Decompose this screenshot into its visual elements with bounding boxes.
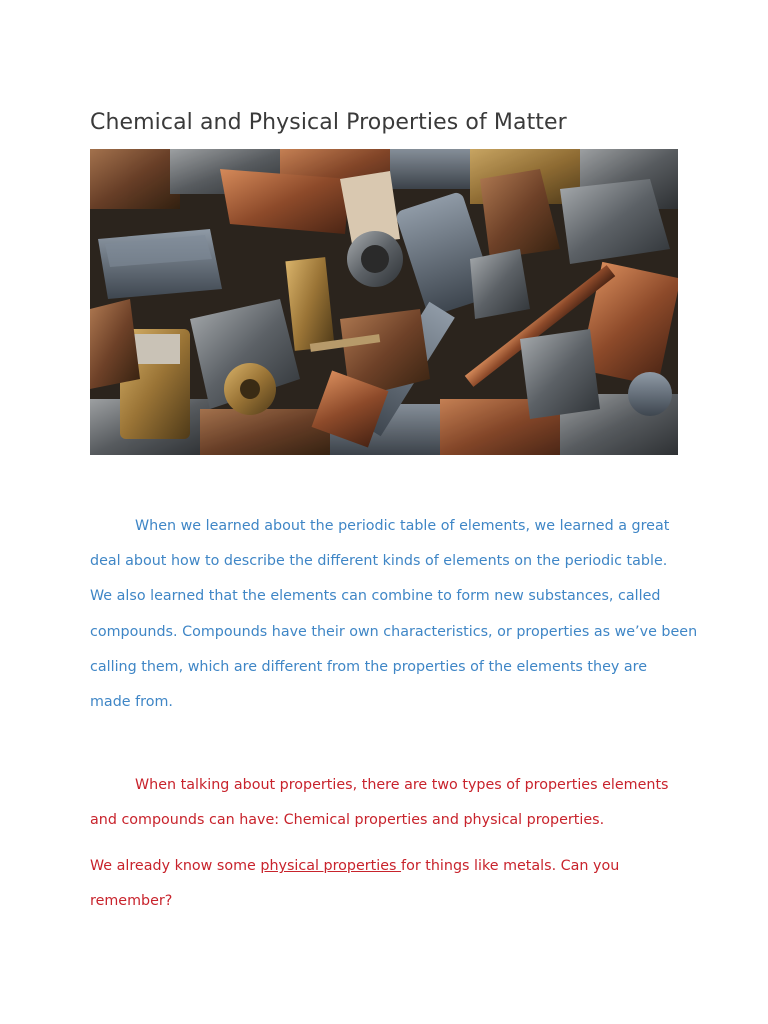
scrap-metal-photo (90, 149, 678, 455)
page-title: Chemical and Physical Properties of Matter (90, 110, 567, 135)
paragraph-line (90, 768, 690, 803)
paragraph-text: When talking about properties, there are two types of properties elements (135, 777, 669, 793)
paragraph-line: We also learned that the elements can combine to form new substances, called (90, 588, 661, 605)
paragraph-physical-properties (90, 849, 690, 919)
paragraph-line: and compounds can have: Chemical properties and physical properties. (90, 812, 605, 829)
paragraph-periodic-table (90, 509, 698, 720)
paragraph-line (90, 849, 690, 884)
paragraph-line: compounds. Compounds have their own characteristics, or properties as we’ve been (90, 623, 698, 640)
paragraph-line: remember? (90, 893, 173, 910)
paragraph-line: calling them, which are different from the properties of the elements they are (90, 658, 648, 675)
physical-properties-link[interactable]: physical properties (260, 858, 402, 874)
paragraph-line (90, 509, 690, 544)
paragraph-text: for things like metals. Can you (401, 858, 620, 874)
paragraph-text: We already know some (90, 858, 261, 874)
paragraph-line: made from. (90, 694, 173, 711)
paragraph-line: deal about how to describe the different kinds of elements on the periodic table. (90, 553, 668, 570)
paragraph-text: When we learned about the periodic table of elements, we learned a great (135, 518, 670, 534)
paragraph-property-types (90, 768, 690, 838)
